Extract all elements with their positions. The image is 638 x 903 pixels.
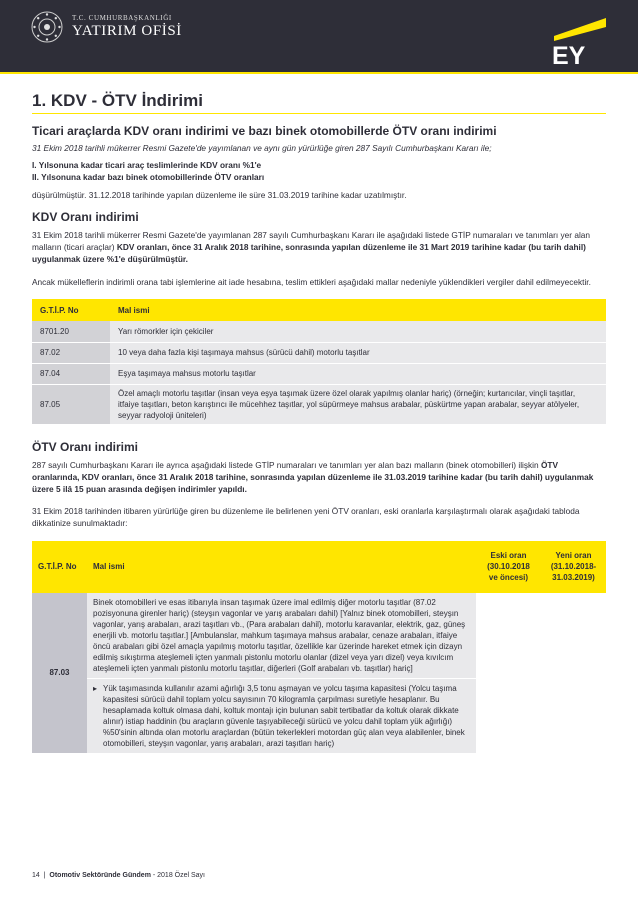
new-rate-cell	[541, 678, 606, 753]
kdv-heading: KDV Oranı indirimi	[32, 210, 139, 224]
table-row	[32, 363, 606, 384]
gtip-code: 8701.20	[32, 321, 110, 342]
gtip-code: 87.05	[32, 384, 110, 424]
col-header-old-rate: Eski oran (30.10.2018 ve öncesi)	[476, 541, 541, 593]
otv-table	[32, 541, 606, 754]
section-intro: 31 Ekim 2018 tarihli mükerrer Resmi Gazete'de yayımlanan ve aynı gün yürürlüğe giren 287 Sayılı Cumhurbaşkanı Kararı ile;	[32, 143, 492, 153]
goods-description	[87, 678, 476, 753]
table-row	[32, 342, 606, 363]
page-title: 1. KDV - ÖTV İndirimi	[32, 91, 203, 110]
table-row	[32, 593, 606, 679]
goods-name: Eşya taşımaya mahsus motorlu taşıtlar	[110, 363, 606, 384]
section-outro: düşürülmüştür. 31.12.2018 tarihinde yapılan düzenleme ile süre 31.03.2019 tarihine kadar uzatılmıştır.	[32, 190, 407, 200]
presidential-seal-icon	[30, 10, 64, 44]
col-header-name: Mal ismi	[87, 541, 476, 593]
kdv-table	[32, 299, 606, 425]
old-rate-cell	[476, 678, 541, 753]
otv-heading: ÖTV Oranı indirimi	[32, 439, 139, 454]
page-footer	[32, 872, 205, 879]
col-header-new-rate: Yeni oran (31.10.2018- 31.03.2019)	[541, 541, 606, 593]
main-content	[32, 124, 606, 754]
gtip-code: 87.02	[32, 342, 110, 363]
list-item: II. Yılsonuna kadar bazı binek otomobillerinde ÖTV oranları	[32, 172, 265, 182]
org-name-big: YATIRIM OFİSİ	[72, 23, 182, 39]
col-header-name: Mal ismi	[110, 299, 606, 321]
page-number: 14	[32, 872, 40, 879]
section-heading: Ticari araçlarda KDV oranı indirimi ve bazı binek otomobillerde ÖTV oranı indirimi	[32, 124, 497, 138]
otv-paragraph: 287 sayılı Cumhurbaşkanı Kararı ile ayrıca aşağıdaki listede GTİP numaraları ve tanımları yer alan bazı malların (binek otomobilleri) ilişkin ÖTV oranlarında, KDV oranları, önce 31 Aralık 2018 tarihine, sonrasında yapılan düzenleme ile 31.03.2019 tarihine kadar (bu tarih dahil) uygulanmak üzere 5 ilâ 15 puan arasında değişen indirimler yapıldı.	[32, 459, 594, 494]
org-name-small: T.C. CUMHURBAŞKANLIĞI	[72, 14, 172, 22]
page-header	[0, 0, 638, 72]
yatirim-ofisi-logo	[30, 10, 182, 44]
gtip-code: 87.03	[32, 593, 87, 754]
title-underline	[32, 113, 606, 114]
gtip-code: 87.04	[32, 363, 110, 384]
table-row	[32, 321, 606, 342]
goods-name: Özel amaçlı motorlu taşıtlar (insan veya eşya taşımak üzere özel olarak yapılmış olanlar hariç) (örneğin; kurtarıcılar, vinçli taşıtlar, itfaiye taşıtları, beton karıştırıcı ile mücehhez taşıtlar, yol süpürmeye mahsus arabalar, püskürtme yapan arabalar, seyyar atölyeler, seyyar radyoloji üniteleri)	[110, 384, 606, 424]
old-rate-cell	[476, 593, 541, 679]
kdv-note: Ancak mükelleflerin indirimli orana tabi işlemlerine ait iade hesabına, teslim ettikleri aşağıdaki mallar nedeniyle yüklendikleri vergiler dahil edilmeyecektir.	[32, 277, 591, 287]
table-row	[32, 678, 606, 753]
footer-separator: |	[43, 872, 46, 879]
col-header-code: G.T.İ.P. No	[32, 541, 87, 593]
kdv-paragraph: 31 Ekim 2018 tarihli mükerrer Resmi Gazete'de yayımlanan 287 sayılı Cumhurbaşkanı Kararı ile aşağıdaki listede GTİP numaraları ve tanımları yer alan malların (ticari araçlar) KDV oranları, önce 31 Aralık 2018 tarihine, sonrasında yapılan düzenleme ile 31 Mart 2019 tarihine kadar (bu tarih dahil) uygulanmak üzere %1'e düşürülmüştür.	[32, 230, 591, 264]
header-accent-strip	[0, 72, 638, 74]
new-rate-cell	[541, 593, 606, 679]
publication-edition: - 2018 Özel Sayı	[150, 872, 206, 879]
ey-logo-text: EY	[552, 42, 586, 66]
ey-logo	[548, 18, 606, 66]
goods-name: Yarı römorkler için çekiciler	[110, 321, 606, 342]
publication-name: Otomotiv Sektöründe Gündem	[49, 872, 151, 879]
goods-name: 10 veya daha fazla kişi taşımaya mahsus (sürücü dahil) motorlu taşıtlar	[110, 342, 606, 363]
table-row	[32, 384, 606, 424]
goods-description: Binek otomobilleri ve esas itibarıyla insan taşımak üzere imal edilmiş diğer motorlu taşıtlar (87.02 pozisyonuna girenler hariç) (steyşın vagonlar ve yarış arabaları dahil) [Yalnız binek otomobilleri, steyşın vagonlar, yarış arabaları, arazi taşıtları vb., (Para arabaları dahil), motorlu karavanlar, elektrik, gaz, güneş enerjili vb. motorlu taşıtlar.] [Ambulanslar, mahkum taşımaya mahsus arabalar, cenaze arabaları, itfaiye öncü arabaları gibi özel amaçla yapılmış motorlu taşıtlar, özellikle kar üzerinde hareket etmek için dizayn edilmiş sıkıştırma ateşlemeli içten yanmalı pistonlu motorlu olanlar (dizel veya yarı dizel) veya kıvılcım ateşlemeli içten yanmalı pistonlu motorlu taşıtlar, diğerleri (Golf arabaları vb. taşıtlar) hariç]	[87, 593, 476, 679]
col-header-code: G.T.İ.P. No	[32, 299, 110, 321]
list-item: I. Yılsonuna kadar ticari araç teslimlerinde KDV oranı %1'e	[32, 160, 262, 170]
bullet-item: ▸ Yük taşımasında kullanılır azami ağırlığı 3,5 tonu aşmayan ve yolcu taşıma kapasitesi (Yolcu taşıma kapasitesi sürücü dahil toplam yolcu sayısının 70 kilogramla çarpılması suretiyle hesaplanır. Bu hesaplamada koltuk olmasa dahi, koltuk montajı için bulunan sabit tertibatlar da koltuk olarak dikkate alınır) istiap haddinin (bu araçların güvenle taşıyabileceği sürücü ve yolcu dahil toplam yük ağırlığı) %50'sinin altında olan motorlu araçlardan (bütün tekerlekleri motordan güç alan veya alabilenler, binek otomobilleri, steyşın vagonlar, yarış arabaları, arazi taşıtları hariç)	[93, 683, 470, 749]
otv-note: 31 Ekim 2018 tarihinden itibaren yürürlüğe giren bu düzenleme ile belirlenen yeni ÖTV oranları, eski oranlarla karşılaştırmalı olarak aşağıdaki tabloda dikkatinize sunulmaktadır:	[32, 505, 580, 528]
